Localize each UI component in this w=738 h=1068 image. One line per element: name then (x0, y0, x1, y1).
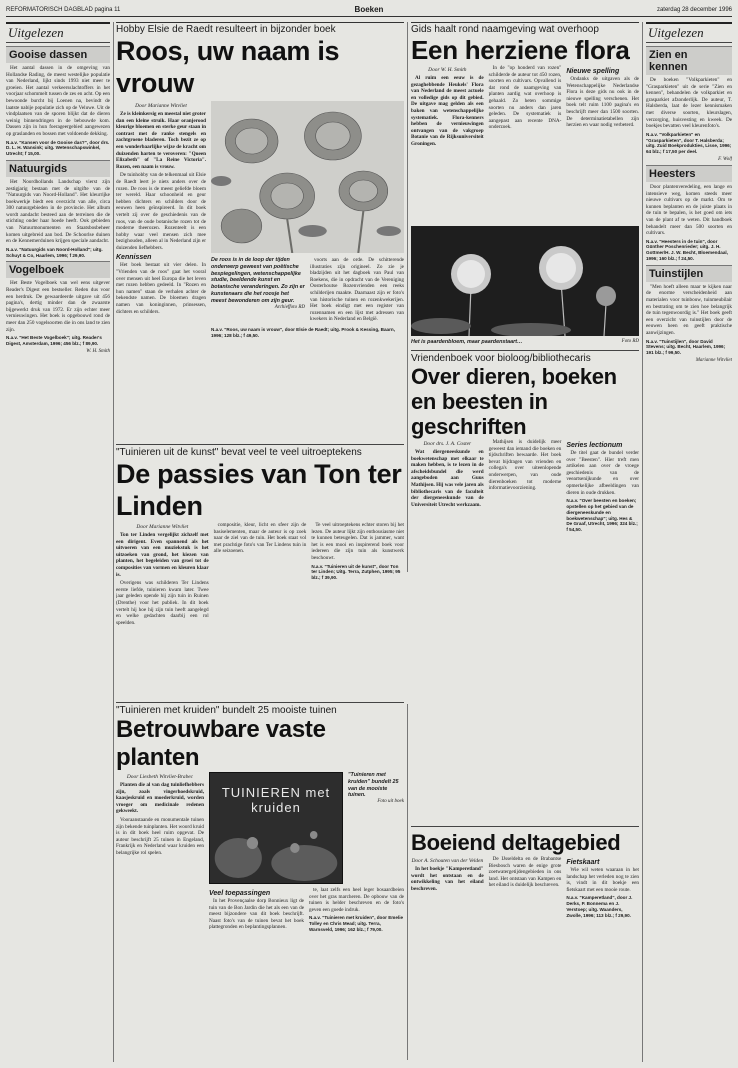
vogelboek-text: Het Beste Vogelboek van wel eens uitgever Reader's Digest een bestseller. Reden dus voor een herdruk. De gewaardeerde uitgave uit 456 pagina's, dertig minder dan de zwaarste bijgewerkt druk van 1972. Er zijn echter meer vernieuwingen. Het boek is opgebouwd rond de meer dan 250 vogelsoorten die in ons land te zien zijn. (6, 280, 110, 333)
masthead-section: Boeken (354, 5, 384, 14)
vogelboek-signature: W. H. Smith (86, 348, 110, 354)
kruiden-byline: Door Liesbeth Witvliet-Brabec (126, 774, 194, 780)
roos-subhead: Kennissen (116, 254, 152, 262)
flora-kicker: Gids haalt rond naamgeving wat overhoop (411, 22, 639, 35)
masthead-date: zaterdag 28 december 1996 (656, 7, 732, 13)
article-ter-linden (116, 446, 404, 696)
column-rule (407, 704, 408, 1060)
linden-body-2: compositie, kleur, licht en sfeer zijn de basiselementen, maar de auteur is op zoek naar de ziel van de tuin. Het boek staat vol met prachtige foto's van Ter Lindens tuin in alle seizoenen. (213, 522, 307, 555)
roos-kicker: Hobby Elsie de Raedt resulteert in bijzonder boek (116, 22, 404, 35)
roos-byline: Door Marianne Witvliet (135, 103, 187, 109)
article-roos (116, 22, 404, 440)
linden-byline: Door Marianne Witvliet (136, 524, 189, 530)
roos-lead: Ze is kleinkersig en meestal niet groter dan een kleine struik. Haar oranjerood kleurige bloemen en sterke geur staan in contrast met de ranke stengels en zachtgroene bladeren. Toch bezit ze op een wonderbaarlijke wijze de kracht om duizenden harten te veroveren: "Queen Elizabeth" of "La Reine Victoria". Rozen, een naam is vrouw. (116, 111, 206, 170)
rose-image (211, 101, 404, 253)
dandelion-photo (411, 226, 639, 336)
kruiden-kicker: "Tuinieren met kruiden" bundelt 25 mooiste tuinen (116, 705, 337, 716)
delta-body: De IJsseldelta en de Brabantse Biesbosch waren de enige grote zoetwatergetijdengebieden in ons land. Het ontstaan van Kampen en het eiland is duidelijk beschreven. (488, 856, 562, 889)
masthead (6, 5, 732, 17)
zien-kennen-signature: F. Wolf (718, 156, 732, 162)
rose-credit: Archieffoto RD (274, 304, 305, 310)
section-rule (411, 826, 639, 827)
kruiden-subhead: Veel toepassingen (209, 890, 271, 897)
section-rule (116, 702, 404, 703)
kruiden-body-2: In het Provençaalse dorp Bonnieux ligt de tuin van de Bon Jardin die het als een van de meest bijzondere van dit boek beschrijft. Naast foto's van de tuinen bevat het boek plattegronden en beplantingsplannen. (209, 898, 304, 931)
tuinstijlen-nav: N.a.v. "Tuinstijlen", door David Stevens; uitg. Becht, Haarlem, 1996; 191 blz.; f 99,50. (646, 338, 726, 356)
gooise-dassen-nav: N.a.v. "Kansen voor de Gooise das?", door drs. D. L. H. Wansink; uitg. Wetenschapswinkel, Utrecht; f 15,00. (6, 139, 110, 157)
tuinstijlen-heading: Tuinstijlen (646, 265, 732, 282)
dieren-byline: Door drs. J. A. Coster (423, 441, 472, 447)
dieren-kicker: Vriendenboek voor bioloog/bibliothecaris (411, 353, 591, 364)
delta-nav: N.a.v. "Kamperetland", door J. Derks, P. Bonnema en J. Verstoep; uitg. Waanders, Zwolle, 1996; 113 blz.; f 29,90. (566, 895, 633, 918)
tuinstijlen-text: "Men hoeft alleen maar te kijken naar de enorme verscheidenheid aan materialen voor tuinbouw, tuinmeubilair en bestrating om te zien hoe belangrijk de tuin tegenwoordig is." Het boek geeft een overzicht van tuinstijlen door de eeuwen heen en geeft praktische aanwijzingen. (646, 283, 732, 337)
tuinstijlen-signature: Marianne Witvliet (695, 358, 732, 364)
linden-kicker: "Tuinieren uit de kunst" bevat veel te veel uitroeptekens (116, 447, 362, 458)
gooise-dassen-text: Het aantal dassen in de omgeving van Hollandse Rading, de meest westelijke populatie van Nederland, lijkt sinds 1993 niet meer te groeien. Het aantal verkeersslachtoffers in het voorjaar schommelt tussen de zes en acht. Op een bewoonde burcht bij Loenen na, bevindt de laatste nabije populatie zich op de Veluwe. Uit de vindplaatsen van de sporen blijkt dat de dieren weinig binnendringen in de bebouwde kom. Dassen zijn in hun foerageergebied aangewezen op graslanden en bossen met voldoende dekking. (6, 65, 110, 137)
delta-headline: Boeiend deltagebied (411, 830, 621, 855)
rose-caption: De roos is in de loop der tijden onderwerp geweest van poëtische bespiegelingen, wetenschappelijke studie, beeldende kunst en botanische veranderingen. Zo zijn er kunstenaars die het roosje het meest bewonderen om zijn geur. (211, 257, 305, 304)
heesters-heading: Heesters (646, 165, 732, 182)
natuurgids-text: Het Noordhollands Landschap vierst zijn zestigjarig bestaan met de uitgifte van de "Natuurgids van Noord-Holland". Het kleurrijke boekwerkje biedt een overzicht van alle, circa 300 natuurgebieden in de provincie. Het album wordt aandacht besteed aan de terreinen die de stichting onder haar hoede heeft. Ook gebieden van Natuurmonumenten en Staatsbosbeheer komen uitgebreid aan bod. De Schoorlse duinen en de Kennemerduinen krijgen speciale aandacht. (6, 178, 110, 245)
zien-kennen-heading: Zien en kennen (646, 46, 732, 75)
roos-body: De tuinhobby van de telkenmaal uit Elsie de Raedt leert je niets anders over de rozen. De roos is de meest geliefde bloem ter wereld. Haar schoonheid en geur hebben dichters en schilders door de eeuwen heen geïnspireerd. In dit boek vertelt zij over de geschiedenis van de roos, van de oude botanische rozen tot de moderne theerozen. Rozenteelt is een hobby waar veel mensen zich mee bezighouden, alleen al in Nederland zijn er duizenden liefhebbers. (116, 172, 206, 251)
roos-body-2: Het boek bestaat uit vier delen. In "Vrienden van de roos" gaat het vooral over mensen uit heel Europa die het leven met rozen hebben gedeeld. In "Rozen en hun namen" staan de verhalen achter de bekendste namen. De bloemen dragen namen van koninginnen, prinsessen, dichters en schilders. (116, 262, 206, 315)
natuurgids-heading: Natuurgids (6, 160, 110, 177)
delta-byline: Door A. Schouten van der Velden (411, 858, 484, 864)
linden-lead: Ton ter Linden vergelijkt zichzelf met een dirigent. Even spannend als het uitvoeren van een muziekstuk is het uitzoeken van grond, het kiezen van planten, het begeleiden van groei tot de composities van vormen en kleuren klaar is. (116, 532, 209, 578)
column-rule (407, 22, 408, 572)
flora-subhead: Nieuwe spelling (566, 68, 620, 75)
cover-title: TUINIEREN met kruiden (221, 785, 331, 815)
flora-body-2: Ondanks de uitgaven als de Wetenschappelijke Nederlandse Flora is deze gids nu ook in de nieuwe spelling verschenen. Het boek telt ruim 1100 pagina's en beschrijft meer dan 1500 soorten. De determinatietabellen zijn herzien en waar nodig verbeterd. (566, 76, 639, 129)
vogelboek-heading: Vogelboek (6, 261, 110, 278)
zien-kennen-text: De boeken "Volkparkieten" en "Grasparkieten" uit de serie "Zien en kennen", behandelen de volkparkiet en grasparkiet afzonderlijk. De auteur, T. Halsberda, laat de lezer kennismaken met diverse soorten, kleurslagen, verzorging, huisvesting en kweek. De boekjes bevatten veel kleurenfoto's. (646, 77, 732, 130)
linden-body: Overigens was schilderen Ter Lindens eerste liefde, tuinieren kwam later. Twee jaar geleden opende hij zijn tuin in Ruinen (Drenthe) voor het publiek. In dit boek vertelt hij hoe hij zijn tuin heeft aangelegd en welke gedachten daarbij een rol speelden. (116, 580, 209, 626)
kruiden-body: Vooraanstaande en monumentale tuinen zijn bekende tuinplanten. Het woord kruid is in dit boek heel ruim opgevat. De auteur beschrijft 25 tuinen in Engeland, Frankrijk en Nederland waar kruiden een belangrijke rol spelen. (116, 816, 204, 856)
dieren-lead: Wat diergeneeskunde en boekwetenschap met elkaar te maken hebben, is te lezen in de afscheidsbundel die werd aangeboden aan Guus Mathijsen. Hij was vele jaren als bibliothecaris van de faculteit der diergeneeskunde van de Universiteit Utrecht werkzaam. (411, 449, 484, 508)
kruiden-credit: Foto uit boek (377, 799, 404, 805)
dandelion-credit: Foto RD (621, 339, 639, 344)
linden-headline: De passies van Ton ter Linden (116, 459, 402, 521)
linden-nav: N.a.v. "Tuinieren uit de kunst", door Ton ter Linden; Uitg. Terra, Zutphen, 1995; 95 blz.; f 39,90. (311, 563, 401, 581)
natuurgids-nav: N.a.v. "Natuurgids van Noord-Holland"; uitg. Schuyt & Co, Haarlem, 1996; f 29,90. (6, 246, 103, 258)
flora-headline: Een herziene flora (411, 35, 630, 65)
flora-byline: Door W. H. Smith (428, 67, 467, 73)
roos-headline: Roos, uw naam is vrouw (116, 36, 340, 98)
roos-body-3: voorts aan de orde. De schitterende illustraties zijn origineel. Zo zie je bladzijden uit het dagboek van Paul van Roekens, die in opdracht van de Vereniging Oosterhoutse Rozenvrienden een reeks schilderijen maakte. Daarnaast zijn er foto's van historische tuinen en rozenkwekerijen. Het boek eindigt met een register van rozennamen en een lijst met adressen van kwekers in Nederland en België. (310, 257, 404, 323)
roos-nav: N.a.v. "Roos, uw naam is vrouw", door Elsie de Raedt; uitg. Prook & Kessing, Baarn, 1996; 128 blz.; f 49,50. (211, 326, 395, 338)
dieren-body: Mathijsen is duidelijk meer geweest dan iemand die boeken en tijdschriften bewaarde. Het boek bevat bijdragen van vrienden en collega's over uiteenlopende onderwerpen, van oude dierenboeken tot moderne informatievoorziening. (488, 439, 562, 492)
dieren-body-2: De titel gaat de bundel verder over "Beesten". Hier treft men artikelen aan over de vroege geschiedenis van de veeartsenijkunde en over opmerkelijke afbeeldingen van dieren in oude drukken. (566, 450, 639, 496)
gooise-dassen-heading: Gooise dassen (6, 46, 110, 63)
dieren-nav: N.a.v. "Over beesten en boeken; opstellen op het gebied van de diergeneeskunde en boekwetenschap"; uitg. Hes & De Graaf, Utrecht, 1996; 324 blz.; f 54,50. (566, 498, 638, 533)
linden-body-3: Te veel uitroeptekens echter storen bij het lezen. De auteur lijkt zijn enthousiasme niet te kunnen beteugelen. Dat is jammer, want het is een mooi en inspirerend boek voor iedereen die zijn tuin als kunstwerk beschouwt. (311, 522, 404, 561)
heesters-nav: N.a.v. "Heesters in de tuin", door Günther Poschenrieder; uitg. J. H. Gottmer/H. J. W. Becht, Bloemendaal, 1996; 160 blz.; f 24,50. (646, 238, 728, 262)
kruiden-body-3: te, laat zelfs een heel leger bosaardbeien over het gras marcheren. De opbouw van de tuinen is helder beschreven en de foto's geven een goede indruk. (309, 887, 404, 913)
heesters-text: Door plantenveredeling, een lange en intensieve weg, komen steeds meer nieuwe cultivars op de markt. Om te kunnen beplanten en de juiste plaats in de tuin te bepalen, is het goed om iets van de plant af te weten. Dit handboek behandelt meer dan 500 soorten en cultivars. (646, 183, 732, 237)
kruiden-caption: "Tuinieren met kruiden" bundelt 25 van de mooiste tuinen. (348, 772, 399, 799)
vogelboek-nav: N.a.v. "Het Beste Vogelboek"; uitg. Reader's Digest, Amsterdam, 1996; 456 blz.; f 89,90. (6, 335, 102, 346)
masthead-paper: REFORMATORISCH DAGBLAD pagina 11 (6, 7, 121, 13)
section-rule (411, 350, 639, 351)
flora-body: In de "op honderd van rozen" schilderde de auteur tot 450 rozen, soorten en cultivars. Opvallend is dat rond de naamgeving van planten aardig wat overhoop is gehaald. Zo heten sommige soorten nu anders dan jaren geleden. De systematiek is aangepast aan recente DNA-onderzoek. (488, 65, 562, 131)
column-rule (642, 22, 643, 1062)
dandelion-image (411, 226, 639, 336)
zien-kennen-nav: N.a.v. "Volkparkieten" en "Grasparkieten", door T. Halsberda; uitg. Zuid Boekprodukties, Lisse, 1996; 64 blz.; f 17,50 per deel. (646, 131, 732, 155)
kruiden-nav: N.a.v. "Tuinieren met kruiden", door Emelie Tolley en Chris Mead; uitg. Terra, Warnsveld, 1996; 162 blz.; f 79,00. (309, 915, 404, 932)
kruiden-headline: Betrouwbare vaste planten (116, 716, 326, 771)
dandelion-caption: Het is paardenbloem, maar paardenstaart… (411, 339, 523, 345)
delta-body-2: Wie wil weten waaraan in het landschap het verleden nog te zien is, vindt in dit boekje een fietskaart met een mooie route. (566, 867, 639, 893)
dieren-subhead: Series lectionum (566, 442, 623, 449)
flora-lead: Al ruim een eeuw is de gezaghebbende Heukels' Flora van Nederland de meest actuele en volledige gids op dit gebied. De uitgave mag gelden als een baken van wetenschappelijke systematiek. Flora-kenners hebben de vernieuwingen ontvangen van de vakgroep Botanie van de Rijksuniversiteit Groningen. (411, 75, 484, 147)
column-rule (113, 22, 114, 1062)
left-sidebar (6, 22, 110, 1062)
uitgelezen-flag: Uitgelezen (6, 22, 110, 43)
uitgelezen-flag-right: Uitgelezen (646, 22, 732, 43)
rose-photo (211, 101, 404, 253)
dieren-headline: Over dieren, boeken en beesten in geschriften (411, 364, 617, 439)
delta-lead: In het boekje "Kamperetland" wordt het ontstaan en de ontwikkeling van het eiland beschreven. (411, 866, 484, 892)
article-kruiden (116, 704, 404, 1060)
right-sidebar (646, 22, 732, 1062)
section-rule (116, 444, 404, 445)
delta-subhead: Fietskaart (566, 859, 600, 866)
book-cover (209, 772, 343, 884)
article-dieren (411, 352, 639, 614)
article-delta (411, 830, 639, 1060)
kruiden-lead: Planten die al van dag tuinliefhebbers zijn, zoals vingerhoedskruid, kaasjeskruid en moederkruid, worden vroeger om medicinale redenen gekweekt. (116, 782, 204, 815)
